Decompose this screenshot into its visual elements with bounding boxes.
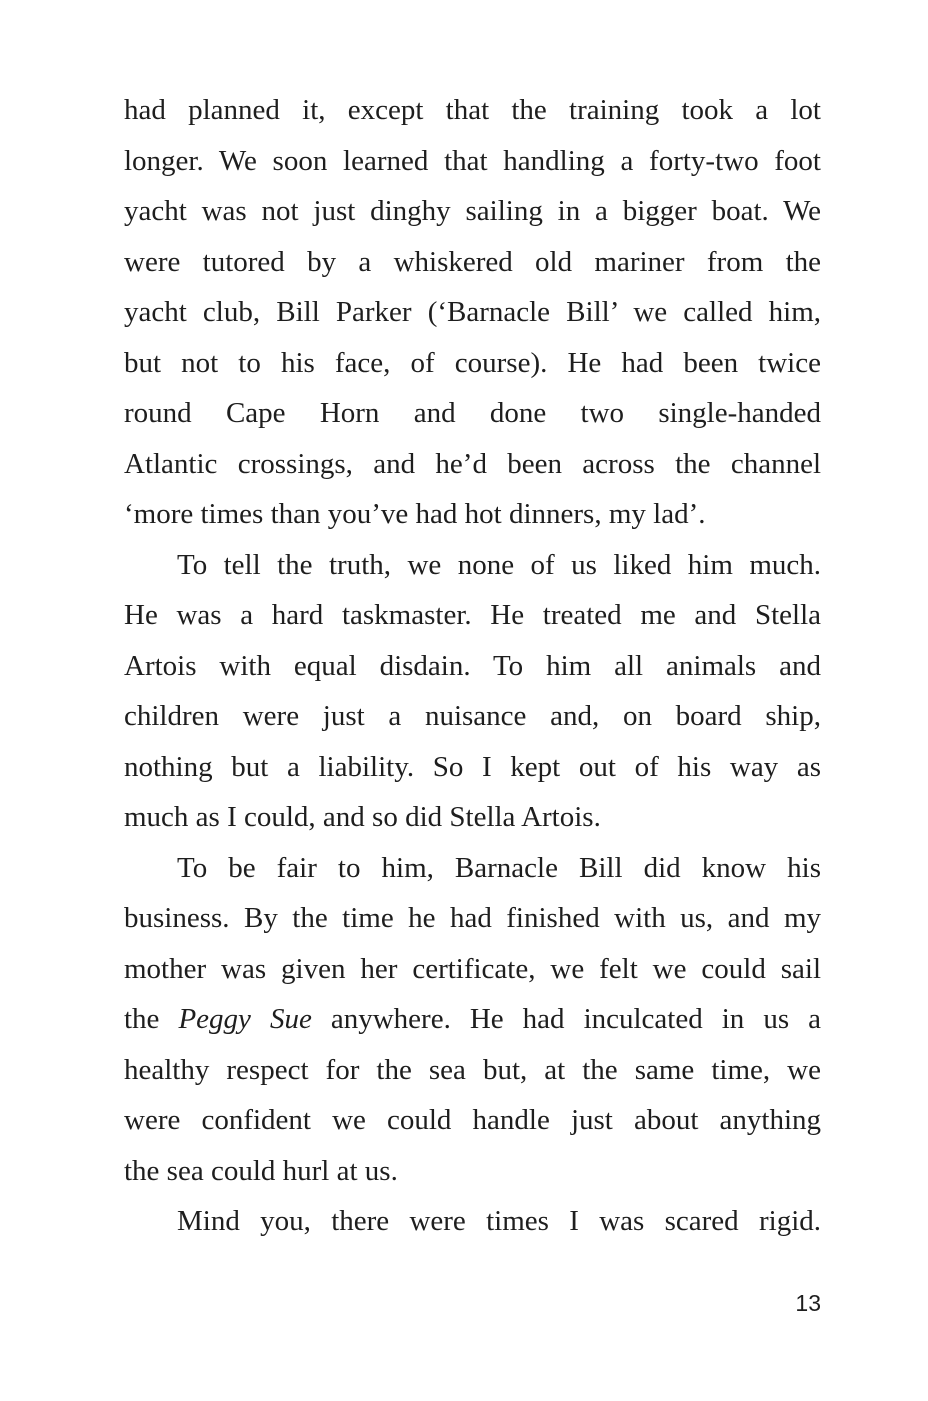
text-line: Atlantic crossings, and he’d been across the channel <box>124 447 821 480</box>
text-fragment: anywhere. He had inculcated in us a <box>330 1003 821 1035</box>
boat-name-italic: Peggy Sue <box>178 1003 312 1035</box>
text-line: longer. We soon learned that handling a forty-two foot <box>124 144 821 177</box>
text-line: mother was given her certificate, we felt we could sail <box>124 952 821 985</box>
text-line: were tutored by a whiskered old mariner from the <box>124 245 821 278</box>
text-line: were confident we could handle just about anything <box>124 1104 821 1136</box>
text-line: nothing but a liability. So I kept out of his way as <box>124 750 821 783</box>
text-line: had planned it, except that the training took a lot <box>124 94 821 126</box>
text-line: He was a hard taskmaster. He treated me and Stella <box>124 599 821 631</box>
paragraph-1 <box>124 85 821 540</box>
text-line: To tell the truth, we none of us liked him much. <box>177 548 821 581</box>
text-line: the sea could hurl at us. <box>124 1154 398 1187</box>
text-line: but not to his face, of course). He had been twice <box>124 346 821 379</box>
paragraph-3 <box>124 843 821 1197</box>
text-line: Artois with equal disdain. To him all animals and <box>124 649 821 682</box>
text-fragment: the <box>124 1003 160 1035</box>
page-body <box>124 85 821 1247</box>
text-line: round Cape Horn and done two single-handed <box>124 397 821 429</box>
text-line: ‘more times than you’ve had hot dinners, my lad’. <box>124 498 706 530</box>
text-line: business. By the time he had finished with us, and my <box>124 902 821 934</box>
text-line: Mind you, there were times I was scared rigid. <box>177 1205 821 1237</box>
paragraph-4 <box>124 1196 821 1247</box>
page-number: 13 <box>795 1290 821 1316</box>
text-line: To be fair to him, Barnacle Bill did know his <box>177 851 821 884</box>
text-line: much as I could, and so did Stella Artois. <box>124 801 601 833</box>
paragraph-2 <box>124 540 821 843</box>
text-line: children were just a nuisance and, on board ship, <box>124 700 821 732</box>
text-line: yacht club, Bill Parker (‘Barnacle Bill’ we called him, <box>124 296 821 328</box>
text-line: healthy respect for the sea but, at the same time, we <box>124 1053 821 1086</box>
text-line: yacht was not just dinghy sailing in a bigger boat. We <box>124 195 821 227</box>
text-line-with-italic <box>124 994 821 1045</box>
